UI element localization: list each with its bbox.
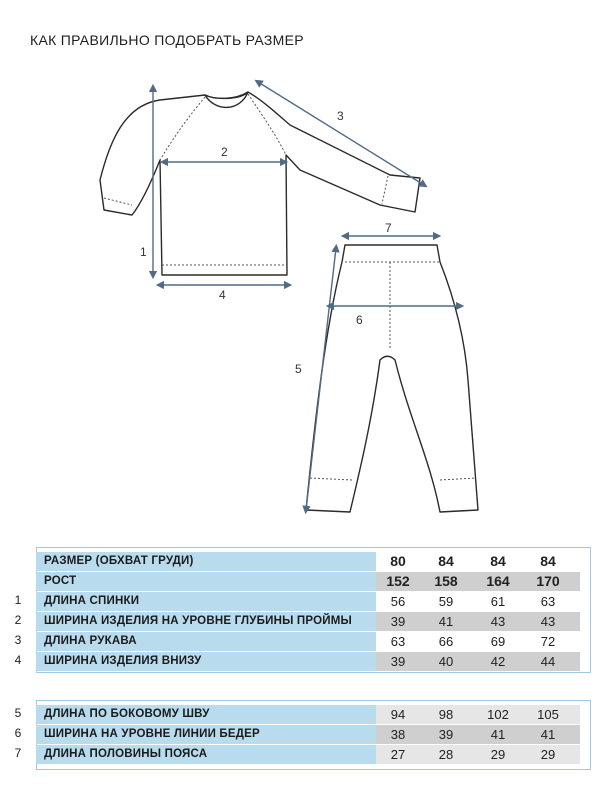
cell: 69 bbox=[490, 634, 506, 649]
cell: 41 bbox=[438, 614, 454, 629]
cell: 94 bbox=[390, 707, 406, 722]
cell: 29 bbox=[490, 747, 506, 762]
cell: 98 bbox=[438, 707, 454, 722]
table-row bbox=[0, 725, 599, 744]
cell: 59 bbox=[438, 594, 454, 609]
cell: 164 bbox=[486, 573, 510, 589]
row-values bbox=[376, 725, 580, 744]
cell: 43 bbox=[540, 614, 556, 629]
measure-label-3: 3 bbox=[337, 109, 344, 123]
row-values bbox=[376, 612, 580, 631]
cell: 40 bbox=[438, 654, 454, 669]
cell: 41 bbox=[540, 727, 556, 742]
measure-label-6: 6 bbox=[356, 313, 363, 327]
row-label: ШИРИНА ИЗДЕЛИЯ НА УРОВНЕ ГЛУБИНЫ ПРОЙМЫ bbox=[44, 615, 352, 627]
table-row-size bbox=[0, 552, 599, 571]
cell: 158 bbox=[434, 573, 458, 589]
cell: 42 bbox=[490, 654, 506, 669]
row-values bbox=[376, 632, 580, 651]
cell: 44 bbox=[540, 654, 556, 669]
cell: 28 bbox=[438, 747, 454, 762]
table-row bbox=[0, 632, 599, 651]
cell: 29 bbox=[540, 747, 556, 762]
row-label: ДЛИНА СПИНКИ bbox=[44, 595, 140, 607]
cell: 38 bbox=[390, 727, 406, 742]
label-band bbox=[36, 572, 376, 591]
cell: 170 bbox=[536, 573, 560, 589]
row-label: ДЛИНА ПО БОКОВОМУ ШВУ bbox=[44, 708, 210, 720]
cell: 80 bbox=[390, 553, 406, 569]
cell: 102 bbox=[487, 707, 509, 722]
row-label: ШИРИНА НА УРОВНЕ ЛИНИИ БЕДЕР bbox=[44, 728, 260, 740]
row-values bbox=[376, 552, 580, 571]
measure-label-5: 5 bbox=[295, 362, 302, 376]
measure-label-4: 4 bbox=[219, 288, 226, 302]
row-values bbox=[376, 745, 580, 764]
garment-illustration bbox=[0, 60, 599, 520]
row-label: РАЗМЕР (ОБХВАТ ГРУДИ) bbox=[44, 555, 194, 567]
cell: 84 bbox=[540, 553, 556, 569]
cell: 84 bbox=[490, 553, 506, 569]
cell: 63 bbox=[390, 634, 406, 649]
table-row bbox=[0, 745, 599, 764]
cell: 39 bbox=[390, 654, 406, 669]
table-row bbox=[0, 612, 599, 631]
cell: 56 bbox=[390, 594, 406, 609]
row-values bbox=[376, 705, 580, 724]
row-number: 1 bbox=[14, 593, 22, 607]
cell: 39 bbox=[390, 614, 406, 629]
row-label: ДЛИНА РУКАВА bbox=[44, 635, 137, 647]
row-values bbox=[376, 652, 580, 671]
table-row bbox=[0, 705, 599, 724]
row-number: 7 bbox=[14, 746, 22, 760]
cell: 72 bbox=[540, 634, 556, 649]
cell: 27 bbox=[390, 747, 406, 762]
measure-label-1: 1 bbox=[140, 245, 147, 259]
row-number: 3 bbox=[14, 633, 22, 647]
row-label: ДЛИНА ПОЛОВИНЫ ПОЯСА bbox=[44, 748, 208, 760]
measure-label-2: 2 bbox=[221, 145, 228, 159]
cell: 152 bbox=[386, 573, 410, 589]
table-row bbox=[0, 652, 599, 671]
measure-label-7: 7 bbox=[385, 221, 392, 235]
cell: 43 bbox=[490, 614, 506, 629]
row-number: 4 bbox=[14, 653, 22, 667]
row-label: ШИРИНА ИЗДЕЛИЯ ВНИЗУ bbox=[44, 655, 202, 667]
cell: 84 bbox=[438, 553, 454, 569]
cell: 41 bbox=[490, 727, 506, 742]
row-label: РОСТ bbox=[44, 575, 77, 587]
row-number: 2 bbox=[14, 613, 22, 627]
row-number: 6 bbox=[14, 726, 22, 740]
cell: 63 bbox=[540, 594, 556, 609]
row-values bbox=[376, 592, 580, 611]
cell: 39 bbox=[438, 727, 454, 742]
cell: 105 bbox=[537, 707, 559, 722]
table-row-height bbox=[0, 572, 599, 591]
table-row bbox=[0, 592, 599, 611]
row-values bbox=[376, 572, 580, 591]
cell: 66 bbox=[438, 634, 454, 649]
cell: 61 bbox=[490, 594, 506, 609]
page-title: КАК ПРАВИЛЬНО ПОДОБРАТЬ РАЗМЕР bbox=[30, 32, 304, 48]
row-number: 5 bbox=[14, 706, 22, 720]
